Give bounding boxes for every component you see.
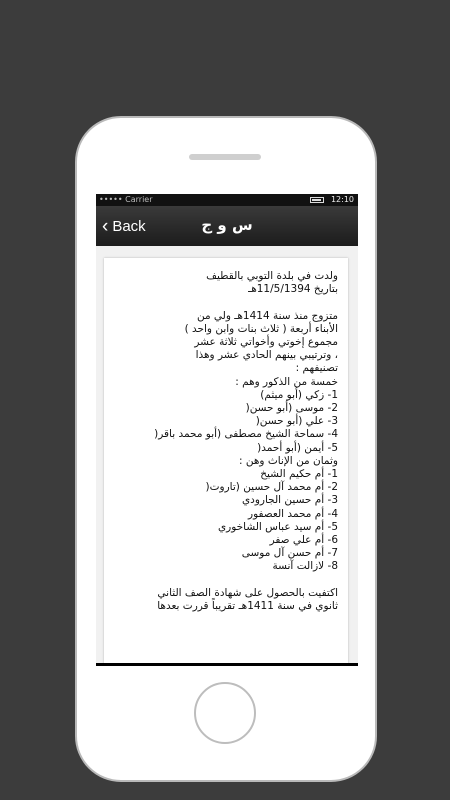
phone-speaker [189,154,261,160]
app-screen [96,194,358,666]
home-button[interactable] [194,682,256,744]
chevron-left-icon: ‹ [102,215,109,237]
battery-icon [310,197,324,203]
biography-text: ولدت في بلدة التوبي بالقطيف بتاريخ 11/5/1394هـ متزوج منذ سنة 1414هـ ولي من الأبناء أربعة ( ثلاث بنات وابن واحد ) مجموع إخوتي وأخواتي ثلاثة عشر ، وترتيبي بينهم الحادي عشر وهذا تصنيفهم : خمسة من الذكور وهم : 1- زكي (أبو ميثم) 2- موسى (أبو حسن( 3- علي (أبو حسن( 4- سماحة الشيخ مصطفى (أبو محمد باقر( 5- أيمن (أبو أحمد( وثمان من الإناث وهن : 1- أم حكيم الشيخ 2- أم محمد آل حسين (تاروت( 3- أم حسين الجارودي 4- أم محمد العصفور 5- أم سيد عباس الشاخوري 6- أم علي صفر 7- أم حسن آل موسى 8- لازالت آنسة اكتفيت بالحصول على شهادة الصف الثاني ثانوي في سنة 1411هـ تقريباً قررت بعدها [154,270,338,613]
content-card [104,258,348,666]
screen-bottom-edge [96,663,358,666]
navigation-bar [96,206,358,246]
back-label: Back [112,217,146,235]
page-title: س و ج [201,216,253,234]
carrier-label: ••••• Carrier [99,195,153,204]
content-scroll-area[interactable] [96,246,358,666]
status-time: 12:10 [330,195,354,204]
back-button[interactable] [102,215,146,237]
status-bar [96,194,358,206]
